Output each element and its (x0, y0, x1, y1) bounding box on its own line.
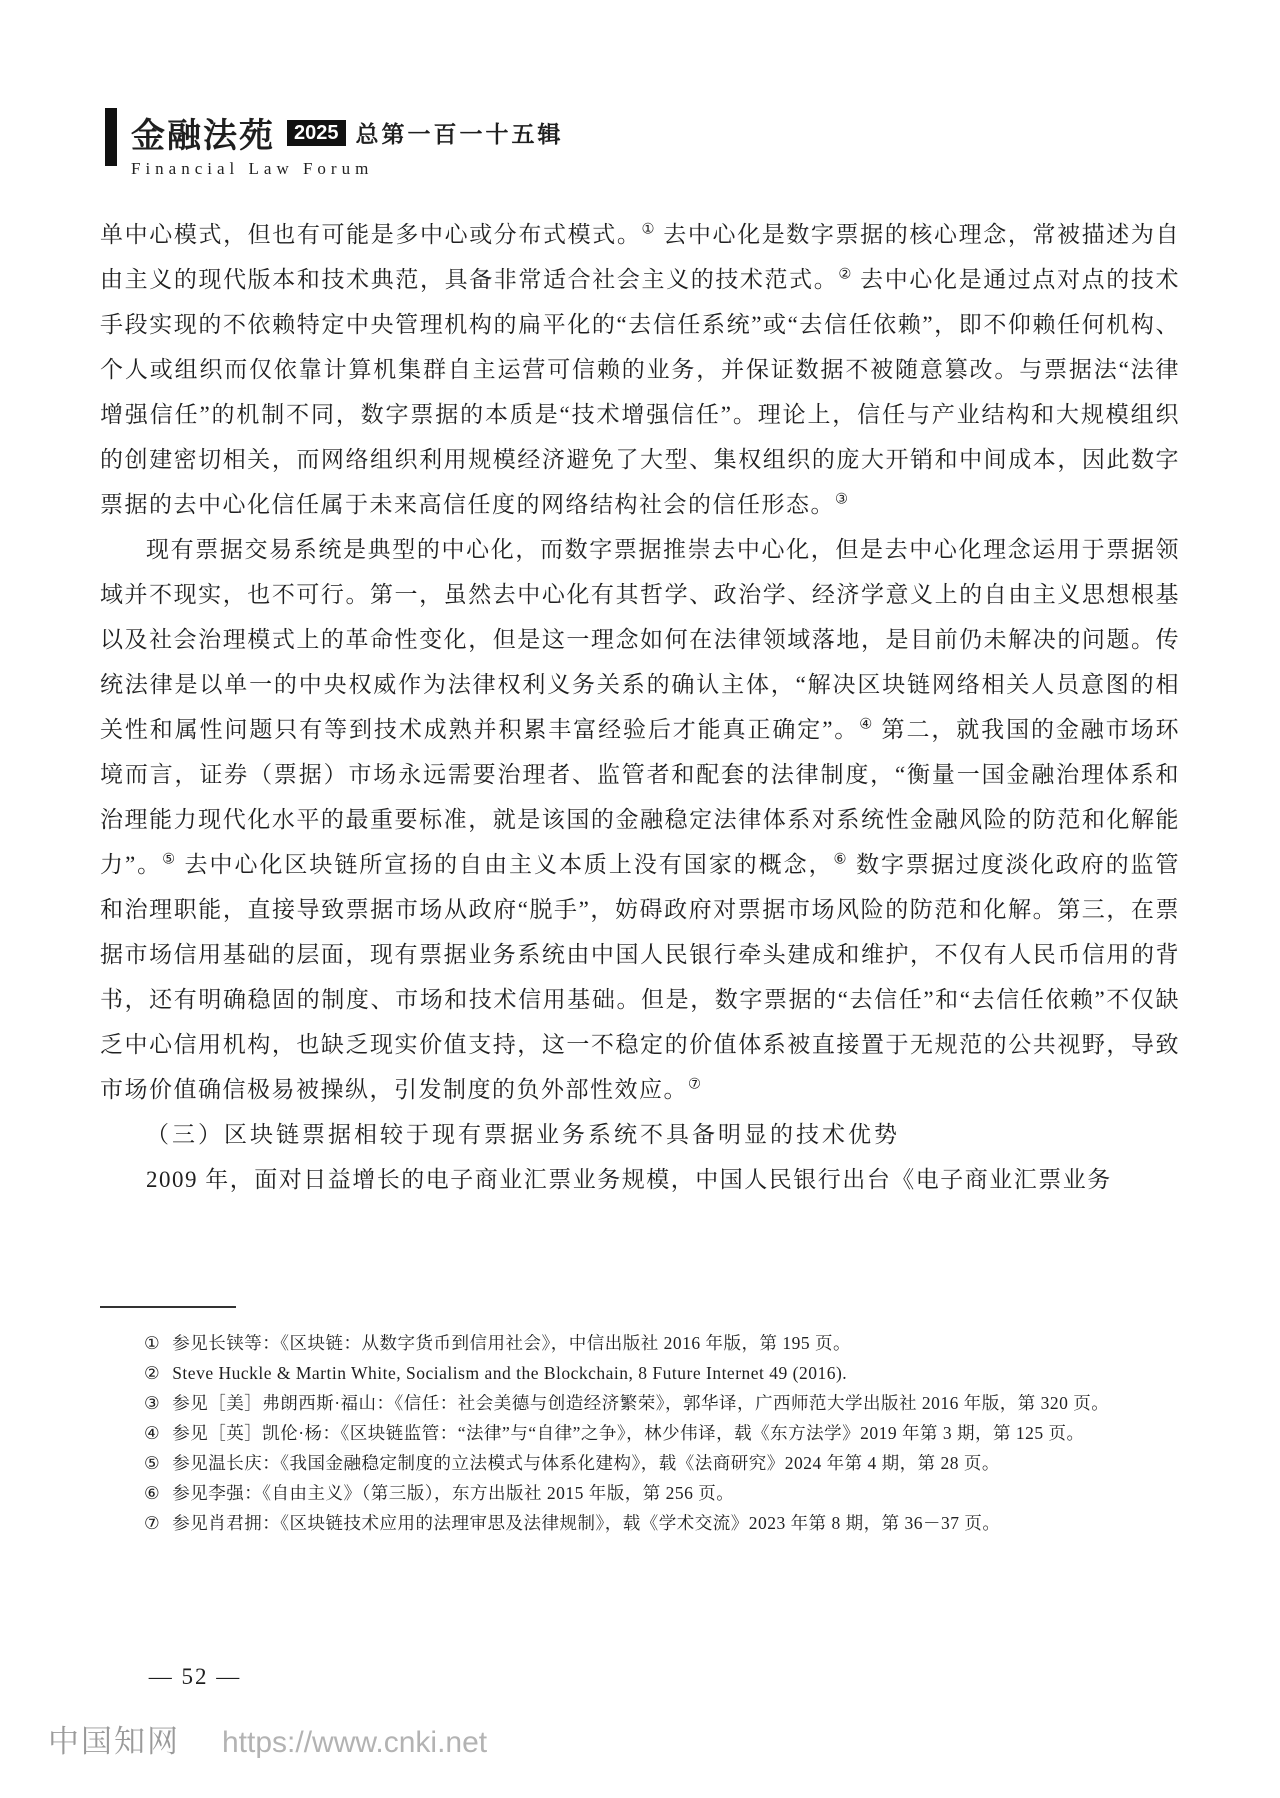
cnki-watermark (48, 1716, 487, 1761)
paragraph: 现有票据交易系统是典型的中心化，而数字票据推崇去中心化，但是去中心化理念运用于票据领域并不现实，也不可行。第一，虽然去中心化有其哲学、政治学、经济学意义上的自由主义思想根基以及社会治理模式上的革命性变化，但是这一理念如何在法律领域落地，是目前仍未解决的问题。传统法律是以单一的中央权威作为法律权利义务关系的确认主体，“解决区块链网络相关人员意图的相关性和属性问题只有等到技术成熟并积累丰富经验后才能真正确定”。④ 第二，就我国的金融市场环境而言，证券（票据）市场永远需要治理者、监管者和配套的法律制度，“衡量一国金融治理体系和治理能力现代化水平的最重要标准，就是该国的金融稳定法律体系对系统性金融风险的防范和化解能力”。⑤ 去中心化区块链所宣扬的自由主义本质上没有国家的概念，⑥ 数字票据过度淡化政府的监管和治理职能，直接导致票据市场从政府“脱手”，妨碍政府对票据市场风险的防范和化解。第三，在票据市场信用基础的层面，现有票据业务系统由中国人民银行牵头建成和维护，不仅有人民币信用的背书，还有明确稳固的制度、市场和技术信用基础。但是，数字票据的“去信任”和“去信任依赖”不仅缺乏中心信用机构，也缺乏现实价值支持，这一不稳定的价值体系被直接置于无规范的公共视野，导致市场价值确信极易被操纵，引发制度的负外部性效应。⑦ (100, 537, 1181, 1102)
footnote-marker: ④ (144, 1423, 161, 1443)
page-header (105, 108, 564, 179)
page-number: — 52 — (148, 1664, 242, 1689)
footnote (100, 1508, 1180, 1538)
header-text-block (131, 108, 564, 179)
article-body (100, 212, 1180, 1202)
issue-label: 总第一百一十五辑 (355, 122, 564, 147)
cnki-logo-text: 中国知网 (48, 1724, 180, 1759)
footnote-marker: ② (144, 1363, 161, 1383)
footnote (100, 1448, 1180, 1478)
footnote-text: 参见肖君拥：《区块链技术应用的法理审思及法律规制》，载《学术交流》2023 年第 8 期，第 36－37 页。 (172, 1513, 1001, 1533)
footnote (100, 1388, 1180, 1418)
paragraph: 2009 年，面对日益增长的电子商业汇票业务规模，中国人民银行出台《电子商业汇票业务 (146, 1167, 1112, 1192)
footnote-text: 参见［英］凯伦·杨：《区块链监管：“法律”与“自律”之争》，林少伟译，载《东方法学》2019 年第 3 期，第 125 页。 (172, 1423, 1085, 1443)
journal-title: 金融法苑 (131, 118, 275, 155)
footnote (100, 1418, 1180, 1448)
footnote-divider (100, 1306, 236, 1308)
footnote-text: 参见温长庆：《我国金融稳定制度的立法模式与体系化建构》，载《法商研究》2024 年第 4 期，第 28 页。 (172, 1453, 1000, 1473)
paragraph-continuation: 单中心模式，但也有可能是多中心或分布式模式。① 去中心化是数字票据的核心理念，常被描述为自由主义的现代版本和技术典范，具备非常适合社会主义的技术范式。② 去中心化是通过点对点的技术手段实现的不依赖特定中央管理机构的扁平化的“去信任系统”或“去信任依赖”，即不仰赖任何机构、个人或组织而仅依靠计算机集群自主运营可信赖的业务，并保证数据不被随意篡改。与票据法“法律增强信任”的机制不同，数字票据的本质是“技术增强信任”。理论上，信任与产业结构和大规模组织的创建密切相关，而网络组织利用规模经济避免了大型、集权组织的庞大开销和中间成本，因此数字票据的去中心化信任属于未来高信任度的网络结构社会的信任形态。③ (100, 221, 1180, 517)
footnote-marker: ③ (144, 1393, 161, 1413)
year-badge: 2025 (287, 120, 346, 146)
cnki-url: https://www.cnki.net (222, 1726, 488, 1759)
footnote-marker: ① (144, 1333, 161, 1353)
footnote-text: Steve Huckle & Martin White, Socialism and the Blockchain, 8 Future Internet 49 (2016). (172, 1363, 848, 1383)
footnote-marker: ⑤ (144, 1453, 161, 1473)
footnote-text: 参见［美］弗朗西斯·福山：《信任：社会美德与创造经济繁荣》，郭华译，广西师范大学出版社 2016 年版，第 320 页。 (172, 1393, 1110, 1413)
section-heading: （三）区块链票据相较于现有票据业务系统不具备明显的技术优势 (146, 1122, 900, 1147)
footnote (100, 1328, 1180, 1358)
journal-subtitle: Financial Law Forum (131, 159, 374, 178)
footnote (100, 1478, 1180, 1508)
footnote-text: 参见长铗等：《区块链：从数字货币到信用社会》，中信出版社 2016 年版，第 195 页。 (172, 1333, 851, 1353)
footnotes-section (100, 1306, 1180, 1538)
journal-title-row (131, 108, 564, 157)
header-accent-bar (105, 108, 117, 166)
footnote (100, 1358, 1180, 1388)
footnote-marker: ⑥ (144, 1483, 161, 1503)
footnote-text: 参见李强：《自由主义》（第三版），东方出版社 2015 年版，第 256 页。 (172, 1483, 735, 1503)
footnote-marker: ⑦ (144, 1513, 161, 1533)
